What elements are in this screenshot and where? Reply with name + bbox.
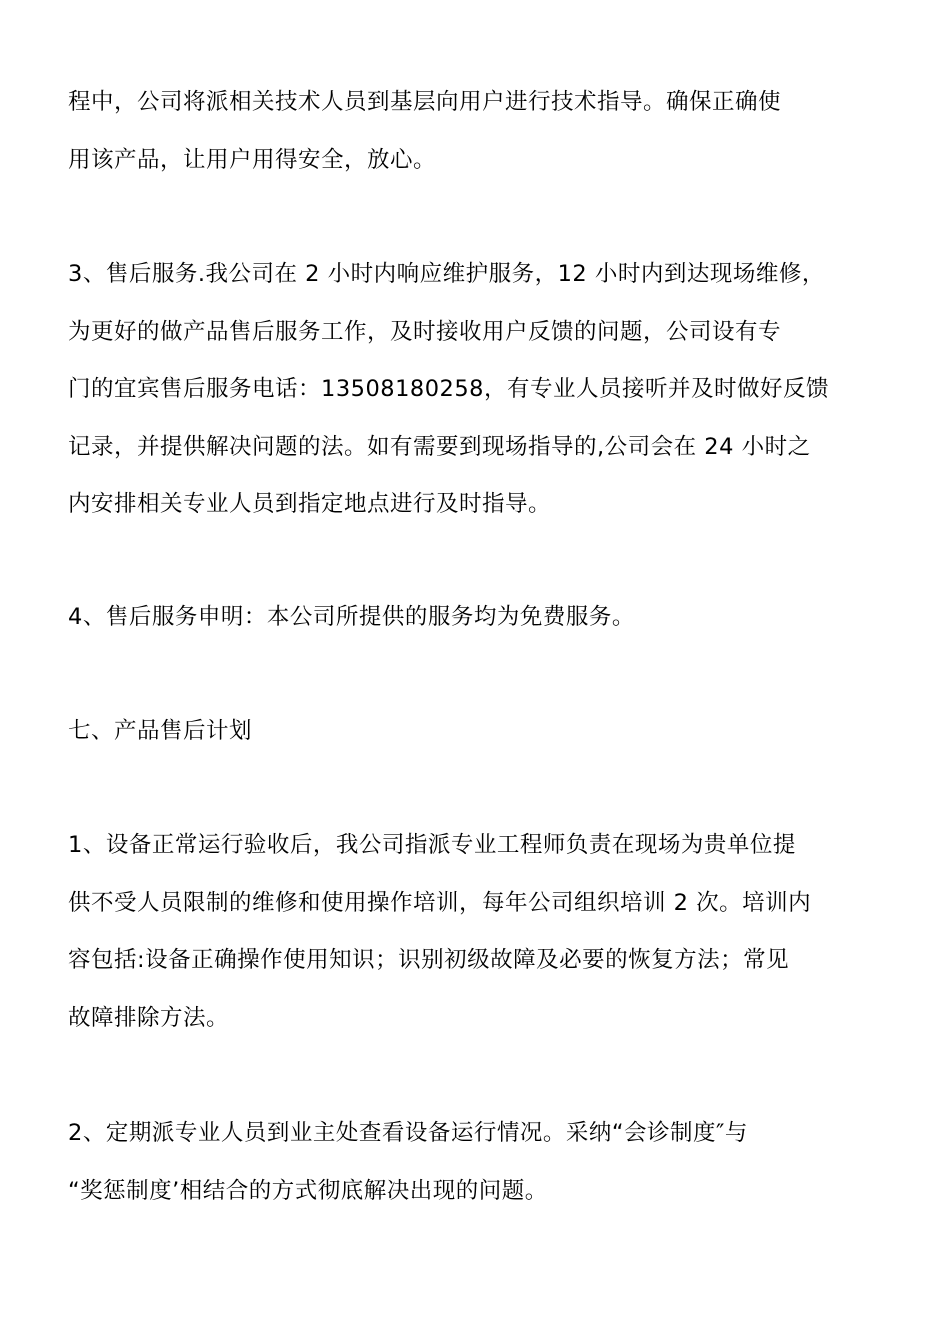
heading-text: 七、产品售后计划 <box>68 718 253 744</box>
text-line: 4、售后服务申明：本公司所提供的服务均为免费服务。 <box>68 604 635 630</box>
text-line: 内安排相关专业人员到指定地点进行及时指导。 <box>68 491 552 517</box>
paragraph-service-statement <box>68 589 888 647</box>
paragraph-training-plan <box>68 817 888 1047</box>
text-line: 故障排除方法。 <box>68 1004 230 1031</box>
section-heading <box>68 703 888 761</box>
paragraph-technical-guidance <box>68 74 888 189</box>
paragraph-inspection-plan <box>68 1105 888 1220</box>
text-line: 1、设备正常运行验收后，我公司指派专业工程师负责在现场为贵单位提 <box>68 832 796 858</box>
text-line: 门的宜宾售后服务电话：13508180258，有专业人员接听并及时做好反馈 <box>68 376 829 402</box>
text-line: 用该产品，让用户用得安全，放心。 <box>68 146 437 173</box>
text-line: 记录，并提供解决问题的法。如有需要到现场指导的,公司会在 24 小时之 <box>68 433 811 460</box>
text-line: 容包括:设备正确操作使用知识；识别初级故障及必要的恢复方法；常见 <box>68 947 790 973</box>
text-line: 供不受人员限制的维修和使用操作培训，每年公司组织培训 2 次。培训内 <box>68 889 812 916</box>
text-line: 2、定期派专业人员到业主处查看设备运行情况。采纳“会诊制度″与 <box>68 1120 748 1146</box>
text-line: 程中，公司将派相关技术人员到基层向用户进行技术指导。确保正确使 <box>68 89 782 115</box>
text-line: 3、售后服务.我公司在 2 小时内响应维护服务，12 小时内到达现场维修， <box>68 261 825 287</box>
paragraph-after-sales-service <box>68 246 888 534</box>
text-line: 为更好的做产品售后服务工作，及时接收用户反馈的问题，公司设有专 <box>68 318 782 345</box>
text-line: “奖惩制度’相结合的方式彻底解决出现的问题。 <box>68 1177 548 1204</box>
